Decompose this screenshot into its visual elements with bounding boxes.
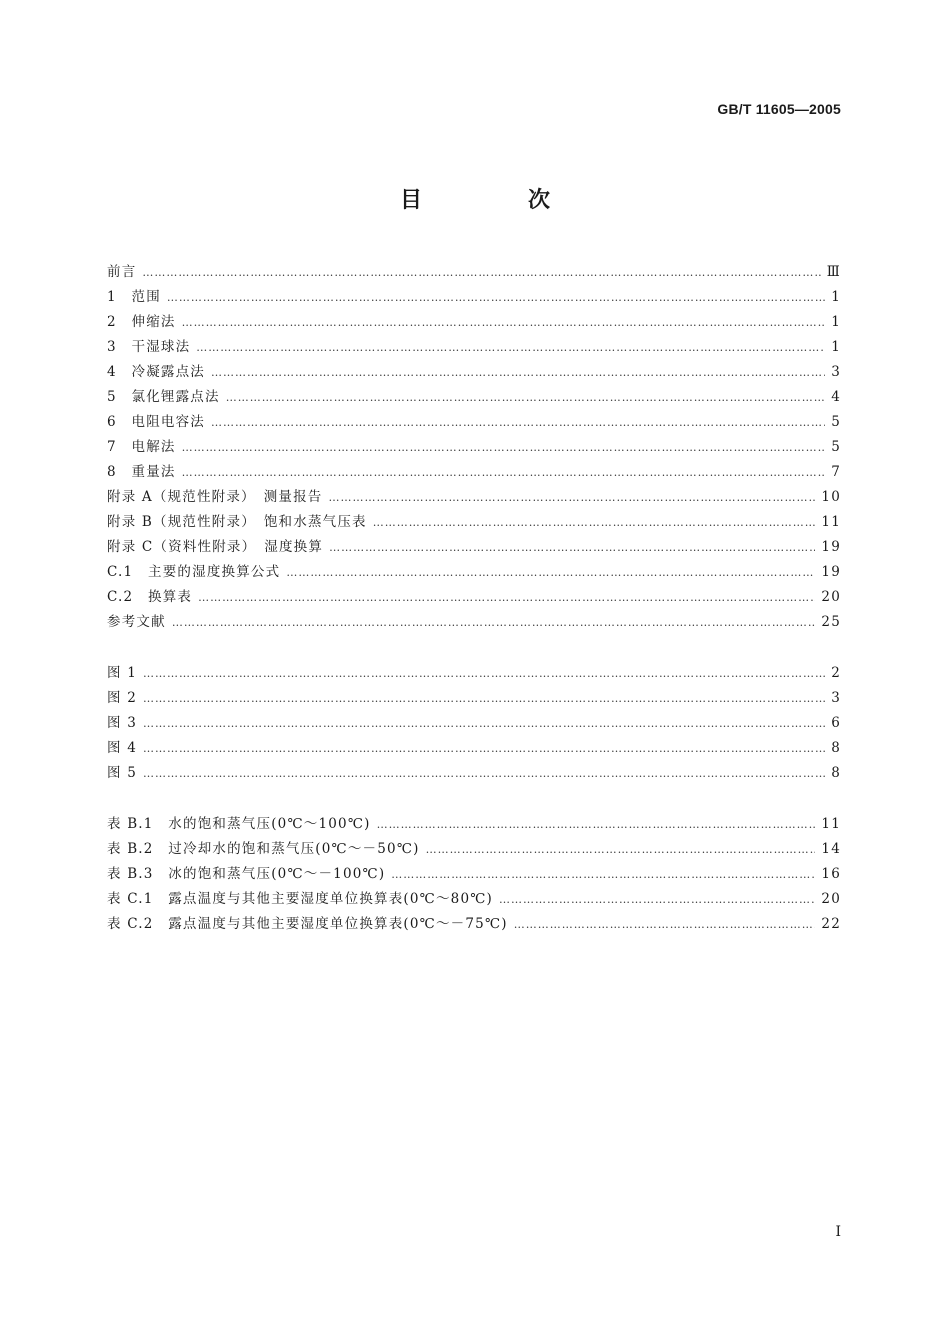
toc-figures-section xyxy=(107,661,841,786)
toc-entry-label: 图 4 xyxy=(107,740,137,756)
toc-leader-dots xyxy=(196,341,825,354)
toc-entry-page: 1 xyxy=(831,339,841,355)
toc-entry-label: 4 冷凝露点法 xyxy=(107,364,205,380)
toc-entry-page: 4 xyxy=(831,389,841,405)
toc-entry-page: 19 xyxy=(821,539,841,555)
toc-entry-label: 图 5 xyxy=(107,765,137,781)
toc-leader-dots xyxy=(143,742,825,755)
toc-entry-page: 1 xyxy=(831,314,841,330)
toc-entry-page: 6 xyxy=(831,715,841,731)
toc-entry-label: 表 B.3 冰的饱和蒸气压(0℃～－100℃) xyxy=(107,866,386,882)
toc-entry[interactable] xyxy=(107,761,841,786)
toc-entry-label: 8 重量法 xyxy=(107,464,176,480)
toc-entry-page: 7 xyxy=(831,464,841,480)
toc-entry-label: C.2 换算表 xyxy=(107,589,193,605)
toc-entry-label: 表 C.1 露点温度与其他主要湿度单位换算表(0℃～80℃) xyxy=(107,891,494,907)
toc-entry[interactable] xyxy=(107,610,841,635)
toc-entry-label: 6 电阻电容法 xyxy=(107,414,205,430)
toc-entry[interactable] xyxy=(107,711,841,736)
toc-entry-label: 前言 xyxy=(107,264,137,280)
toc-entry-label: 3 干湿球法 xyxy=(107,339,191,355)
toc-leader-dots xyxy=(182,466,825,479)
toc-entry-page: 10 xyxy=(821,489,841,505)
toc-entry-label: 附录 B（规范性附录） 饱和水蒸气压表 xyxy=(107,514,367,530)
toc-entry-page: 20 xyxy=(821,589,841,605)
toc-entry-page: 16 xyxy=(821,866,841,882)
standard-code: GB/T 11605—2005 xyxy=(717,101,841,117)
toc-leader-dots xyxy=(211,366,825,379)
toc-entry-label: 图 3 xyxy=(107,715,137,731)
toc-entry-label: 表 C.2 露点温度与其他主要湿度单位换算表(0℃～－75℃) xyxy=(107,916,508,932)
toc-leader-dots xyxy=(499,893,815,906)
toc-entry-label: C.1 主要的湿度换算公式 xyxy=(107,564,281,580)
toc-entry[interactable] xyxy=(107,385,841,410)
toc-entry[interactable] xyxy=(107,260,841,285)
toc-entry[interactable] xyxy=(107,887,841,912)
toc-entry-label: 5 氯化锂露点法 xyxy=(107,389,220,405)
toc-entry-label: 图 1 xyxy=(107,665,137,681)
toc-entry-label: 附录 A（规范性附录） 测量报告 xyxy=(107,489,323,505)
toc-entry[interactable] xyxy=(107,435,841,460)
toc-entry[interactable] xyxy=(107,560,841,585)
toc-entry[interactable] xyxy=(107,912,841,937)
toc-entry-page: 8 xyxy=(831,740,841,756)
toc-entry-page: 20 xyxy=(821,891,841,907)
toc-entry-label: 附录 C（资料性附录） 湿度换算 xyxy=(107,539,324,555)
page-number: I xyxy=(835,1224,841,1240)
toc-leader-dots xyxy=(426,843,816,856)
toc-entry[interactable] xyxy=(107,585,841,610)
toc-leader-dots xyxy=(143,667,825,680)
toc-entry-label: 7 电解法 xyxy=(107,439,176,455)
toc-entry-label: 图 2 xyxy=(107,690,137,706)
toc-entry[interactable] xyxy=(107,812,841,837)
toc-entry-page: 1 xyxy=(831,289,841,305)
toc-leader-dots xyxy=(182,316,825,329)
toc-leader-dots xyxy=(143,767,825,780)
toc-entry[interactable] xyxy=(107,510,841,535)
toc-entry[interactable] xyxy=(107,736,841,761)
toc-entry-page: 11 xyxy=(821,816,841,832)
toc-entry-page: 25 xyxy=(821,614,841,630)
toc-leader-dots xyxy=(514,918,816,931)
page-title: 目 次 xyxy=(399,188,592,213)
toc-leader-dots xyxy=(142,266,820,279)
toc-entry[interactable] xyxy=(107,310,841,335)
toc-entry-page: 5 xyxy=(831,439,841,455)
toc-entry[interactable] xyxy=(107,862,841,887)
toc-entry-page: 5 xyxy=(831,414,841,430)
toc-entry[interactable] xyxy=(107,335,841,360)
toc-leader-dots xyxy=(143,717,825,730)
toc-main-section xyxy=(107,260,841,635)
toc-leader-dots xyxy=(226,391,825,404)
toc-entry-page: 19 xyxy=(821,564,841,580)
toc-entry-page: 2 xyxy=(831,665,841,681)
toc-entry-label: 表 B.2 过冷却水的饱和蒸气压(0℃～－50℃) xyxy=(107,841,420,857)
toc-leader-dots xyxy=(211,416,825,429)
toc-tables-section xyxy=(107,812,841,937)
toc-entry-page: Ⅲ xyxy=(826,264,841,280)
toc-leader-dots xyxy=(167,291,825,304)
toc-leader-dots xyxy=(329,491,816,504)
toc-entry[interactable] xyxy=(107,485,841,510)
toc-entry[interactable] xyxy=(107,535,841,560)
toc-entry-page: 3 xyxy=(831,690,841,706)
toc-entry-page: 11 xyxy=(821,514,841,530)
toc-entry[interactable] xyxy=(107,460,841,485)
toc-leader-dots xyxy=(286,566,815,579)
toc-leader-dots xyxy=(377,818,816,831)
toc-entry-page: 8 xyxy=(831,765,841,781)
toc-entry-page: 3 xyxy=(831,364,841,380)
toc-leader-dots xyxy=(373,516,816,529)
toc-leader-dots xyxy=(391,868,815,881)
toc-entry-page: 22 xyxy=(821,916,841,932)
toc-leader-dots xyxy=(172,616,816,629)
toc-leader-dots xyxy=(329,541,815,554)
toc-entry-page: 14 xyxy=(821,841,841,857)
toc-leader-dots xyxy=(143,692,825,705)
toc-entry[interactable] xyxy=(107,285,841,310)
toc-entry-label: 参考文献 xyxy=(107,614,166,630)
toc-entry[interactable] xyxy=(107,837,841,862)
toc-leader-dots xyxy=(198,591,815,604)
toc-entry[interactable] xyxy=(107,410,841,435)
toc-entry[interactable] xyxy=(107,661,841,686)
toc-leader-dots xyxy=(182,441,825,454)
toc-entry-label: 2 伸缩法 xyxy=(107,314,176,330)
toc-entry-label: 1 范围 xyxy=(107,289,161,305)
toc-entry[interactable] xyxy=(107,686,841,711)
toc-entry[interactable] xyxy=(107,360,841,385)
toc-entry-label: 表 B.1 水的饱和蒸气压(0℃～100℃) xyxy=(107,816,371,832)
